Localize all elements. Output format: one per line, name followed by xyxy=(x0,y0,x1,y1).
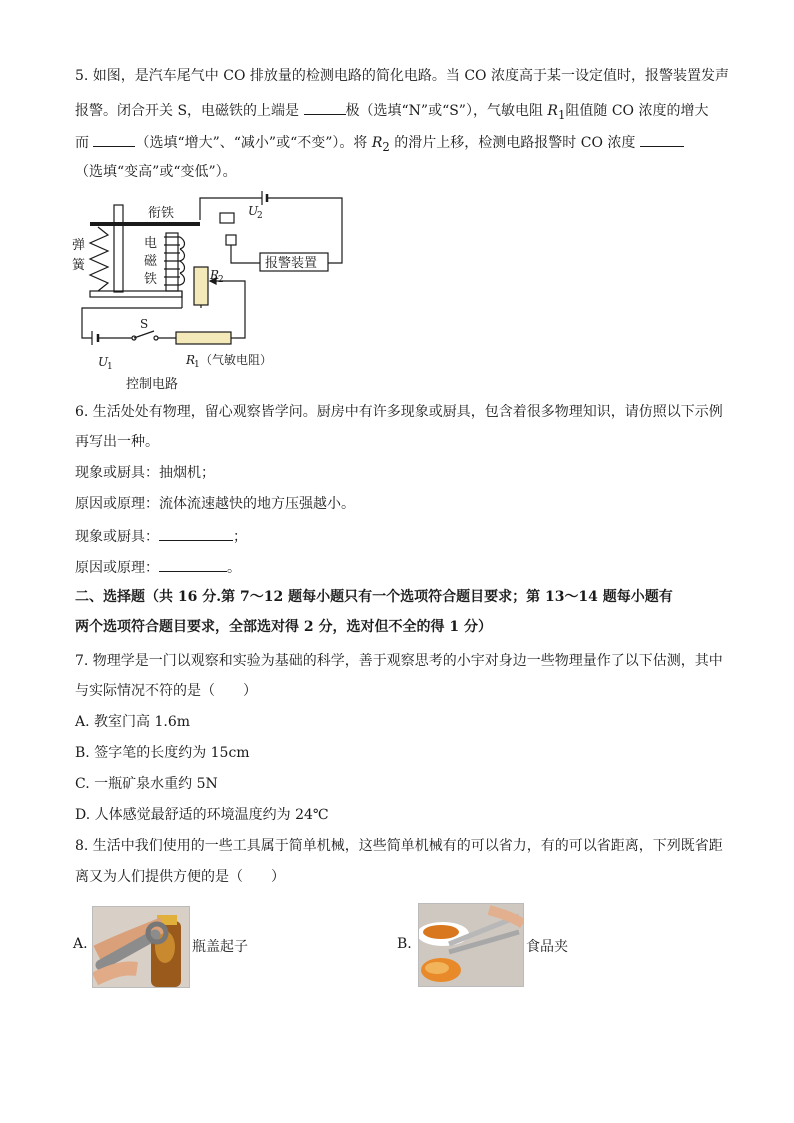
q6-line-2: 再写出一种。 xyxy=(75,434,159,450)
q5-r1-subscript: 1 xyxy=(557,107,566,122)
q7-option-b[interactable]: B. 签字笔的长度约为 15cm xyxy=(75,745,250,761)
q5-line-3 xyxy=(75,132,684,156)
label-armature: 衔铁 xyxy=(148,206,175,221)
q5-line-4: （选填“变高”或“变低”）。 xyxy=(75,164,237,180)
armature-pivot-post xyxy=(114,205,123,292)
q5-circuit-diagram xyxy=(70,183,370,395)
q8-option-b-text: 食品夹 xyxy=(526,939,568,955)
q5-r1-symbol: R xyxy=(547,103,558,119)
section2-line-1: 二、选择题（共 16 分.第 7～12 题每小题只有一个选项符合题目要求；第 13～14 题每小题有 xyxy=(75,589,673,605)
section2-line-2: 两个选项符合题目要求，全部选对得 2 分，选对但不全的得 1 分） xyxy=(75,619,492,635)
q8-line-2: 离又为人们提供方便的是（ ） xyxy=(75,869,285,885)
label-u2-sub: 2 xyxy=(257,211,263,221)
label-spring-2: 簧 xyxy=(72,258,86,273)
label-r1-sub: 1 xyxy=(194,360,200,370)
label-r1: R xyxy=(186,353,196,367)
q6-blank-phenomenon[interactable] xyxy=(159,526,233,541)
q8-option-a-image[interactable] xyxy=(92,906,190,988)
q8-option-a-letter[interactable]: A. xyxy=(73,936,88,952)
r2-resistor xyxy=(194,267,208,305)
q5-blank-resistance[interactable] xyxy=(93,132,135,147)
q6-fill-principle-end: 。 xyxy=(227,560,241,576)
label-electromagnet-1: 电 xyxy=(144,236,158,251)
q6-example-principle: 原因或原理：流体流速越快的地方压强越小。 xyxy=(75,496,355,512)
contact-upper xyxy=(220,213,234,223)
q5-r2-subscript: 2 xyxy=(382,139,390,154)
q7-option-c[interactable]: C. 一瓶矿泉水重约 5N xyxy=(75,776,218,792)
lower-left-wire xyxy=(82,308,182,338)
q5-line-2-b: 极（选填“N”或“S”），气敏电阻 xyxy=(345,103,548,119)
q6-blank-principle[interactable] xyxy=(159,557,227,572)
label-electromagnet-2: 磁 xyxy=(144,254,158,269)
label-spring-1: 弹 xyxy=(72,238,86,253)
q6-example-phenomenon: 现象或厨具：抽烟机； xyxy=(75,465,215,481)
q6-fill-phenomenon-row xyxy=(75,526,247,546)
q7-line-2: 与实际情况不符的是（ ） xyxy=(75,683,257,699)
alarm-wire xyxy=(231,253,260,263)
r2-slider-wire xyxy=(210,281,245,338)
label-alarm: 报警装置 xyxy=(265,256,318,271)
q5-line-3-b: （选填“增大”、“减小”或“不变”）。将 xyxy=(135,135,372,151)
base-plate xyxy=(90,291,182,297)
q7-option-a[interactable]: A. 教室门高 1.6m xyxy=(75,714,191,730)
q5-line-2-c: 阻值随 CO 浓度的增大 xyxy=(565,103,709,119)
label-r1-note: （气敏电阻） xyxy=(200,353,273,367)
bottle-opener-icon xyxy=(93,907,189,987)
q5-line-3-a: 而 xyxy=(75,135,94,151)
q6-fill-phenomenon-label: 现象或厨具： xyxy=(75,529,159,545)
label-switch: S xyxy=(140,317,149,331)
q6-fill-phenomenon-end: ； xyxy=(233,529,247,545)
label-u1: U xyxy=(98,355,109,369)
q8-option-b-image[interactable] xyxy=(418,903,524,987)
q6-fill-principle-label: 原因或原理： xyxy=(75,560,159,576)
q5-line-2 xyxy=(75,100,708,124)
label-electromagnet-3: 铁 xyxy=(144,272,158,287)
label-u2: U xyxy=(248,204,259,218)
q8-option-b-letter[interactable]: B. xyxy=(397,936,412,952)
label-r2: R xyxy=(210,268,220,282)
contact-lower xyxy=(226,235,236,245)
spring-coil xyxy=(90,227,108,291)
label-control-circuit: 控制电路 xyxy=(126,377,179,392)
label-r2-sub: 2 xyxy=(218,275,224,285)
switch-contact xyxy=(154,336,158,340)
q5-line-3-c: 的滑片上移，检测电路报警时 CO 浓度 xyxy=(389,135,640,151)
q8-line-1: 8. 生活中我们使用的一些工具属于简单机械，这些简单机械有的可以省力，有的可以省距离，下列既省距 xyxy=(75,838,723,854)
q5-blank-pole[interactable] xyxy=(304,100,346,115)
coil-windings xyxy=(180,237,185,285)
q5-blank-concentration[interactable] xyxy=(640,132,684,147)
q7-line-1: 7. 物理学是一门以观察和实验为基础的科学，善于观察思考的小宇对身边一些物理量作了以下估测，其中 xyxy=(75,653,723,669)
food-tongs-icon xyxy=(419,904,523,986)
q5-line-2-a: 报警。闭合开关 S，电磁铁的上端是 xyxy=(75,103,304,119)
q7-option-d[interactable]: D. 人体感觉最舒适的环境温度约为 24℃ xyxy=(75,807,329,823)
r1-resistor xyxy=(176,332,231,344)
q5-r2-symbol: R xyxy=(371,135,383,151)
label-u1-sub: 1 xyxy=(107,362,113,372)
switch-blade xyxy=(134,331,154,338)
q6-line-1: 6. 生活处处有物理，留心观察皆学问。厨房中有许多现象或厨具，包含着很多物理知识，请仿照以下示例 xyxy=(75,404,723,420)
electromagnet-core xyxy=(166,233,178,291)
q5-line-1: 5. 如图，是汽车尾气中 CO 排放量的检测电路的简化电路。当 CO 浓度高于某一设定值时，报警装置发声 xyxy=(75,68,729,84)
q6-fill-principle-row xyxy=(75,557,241,577)
q8-option-a-text: 瓶盖起子 xyxy=(192,939,248,955)
